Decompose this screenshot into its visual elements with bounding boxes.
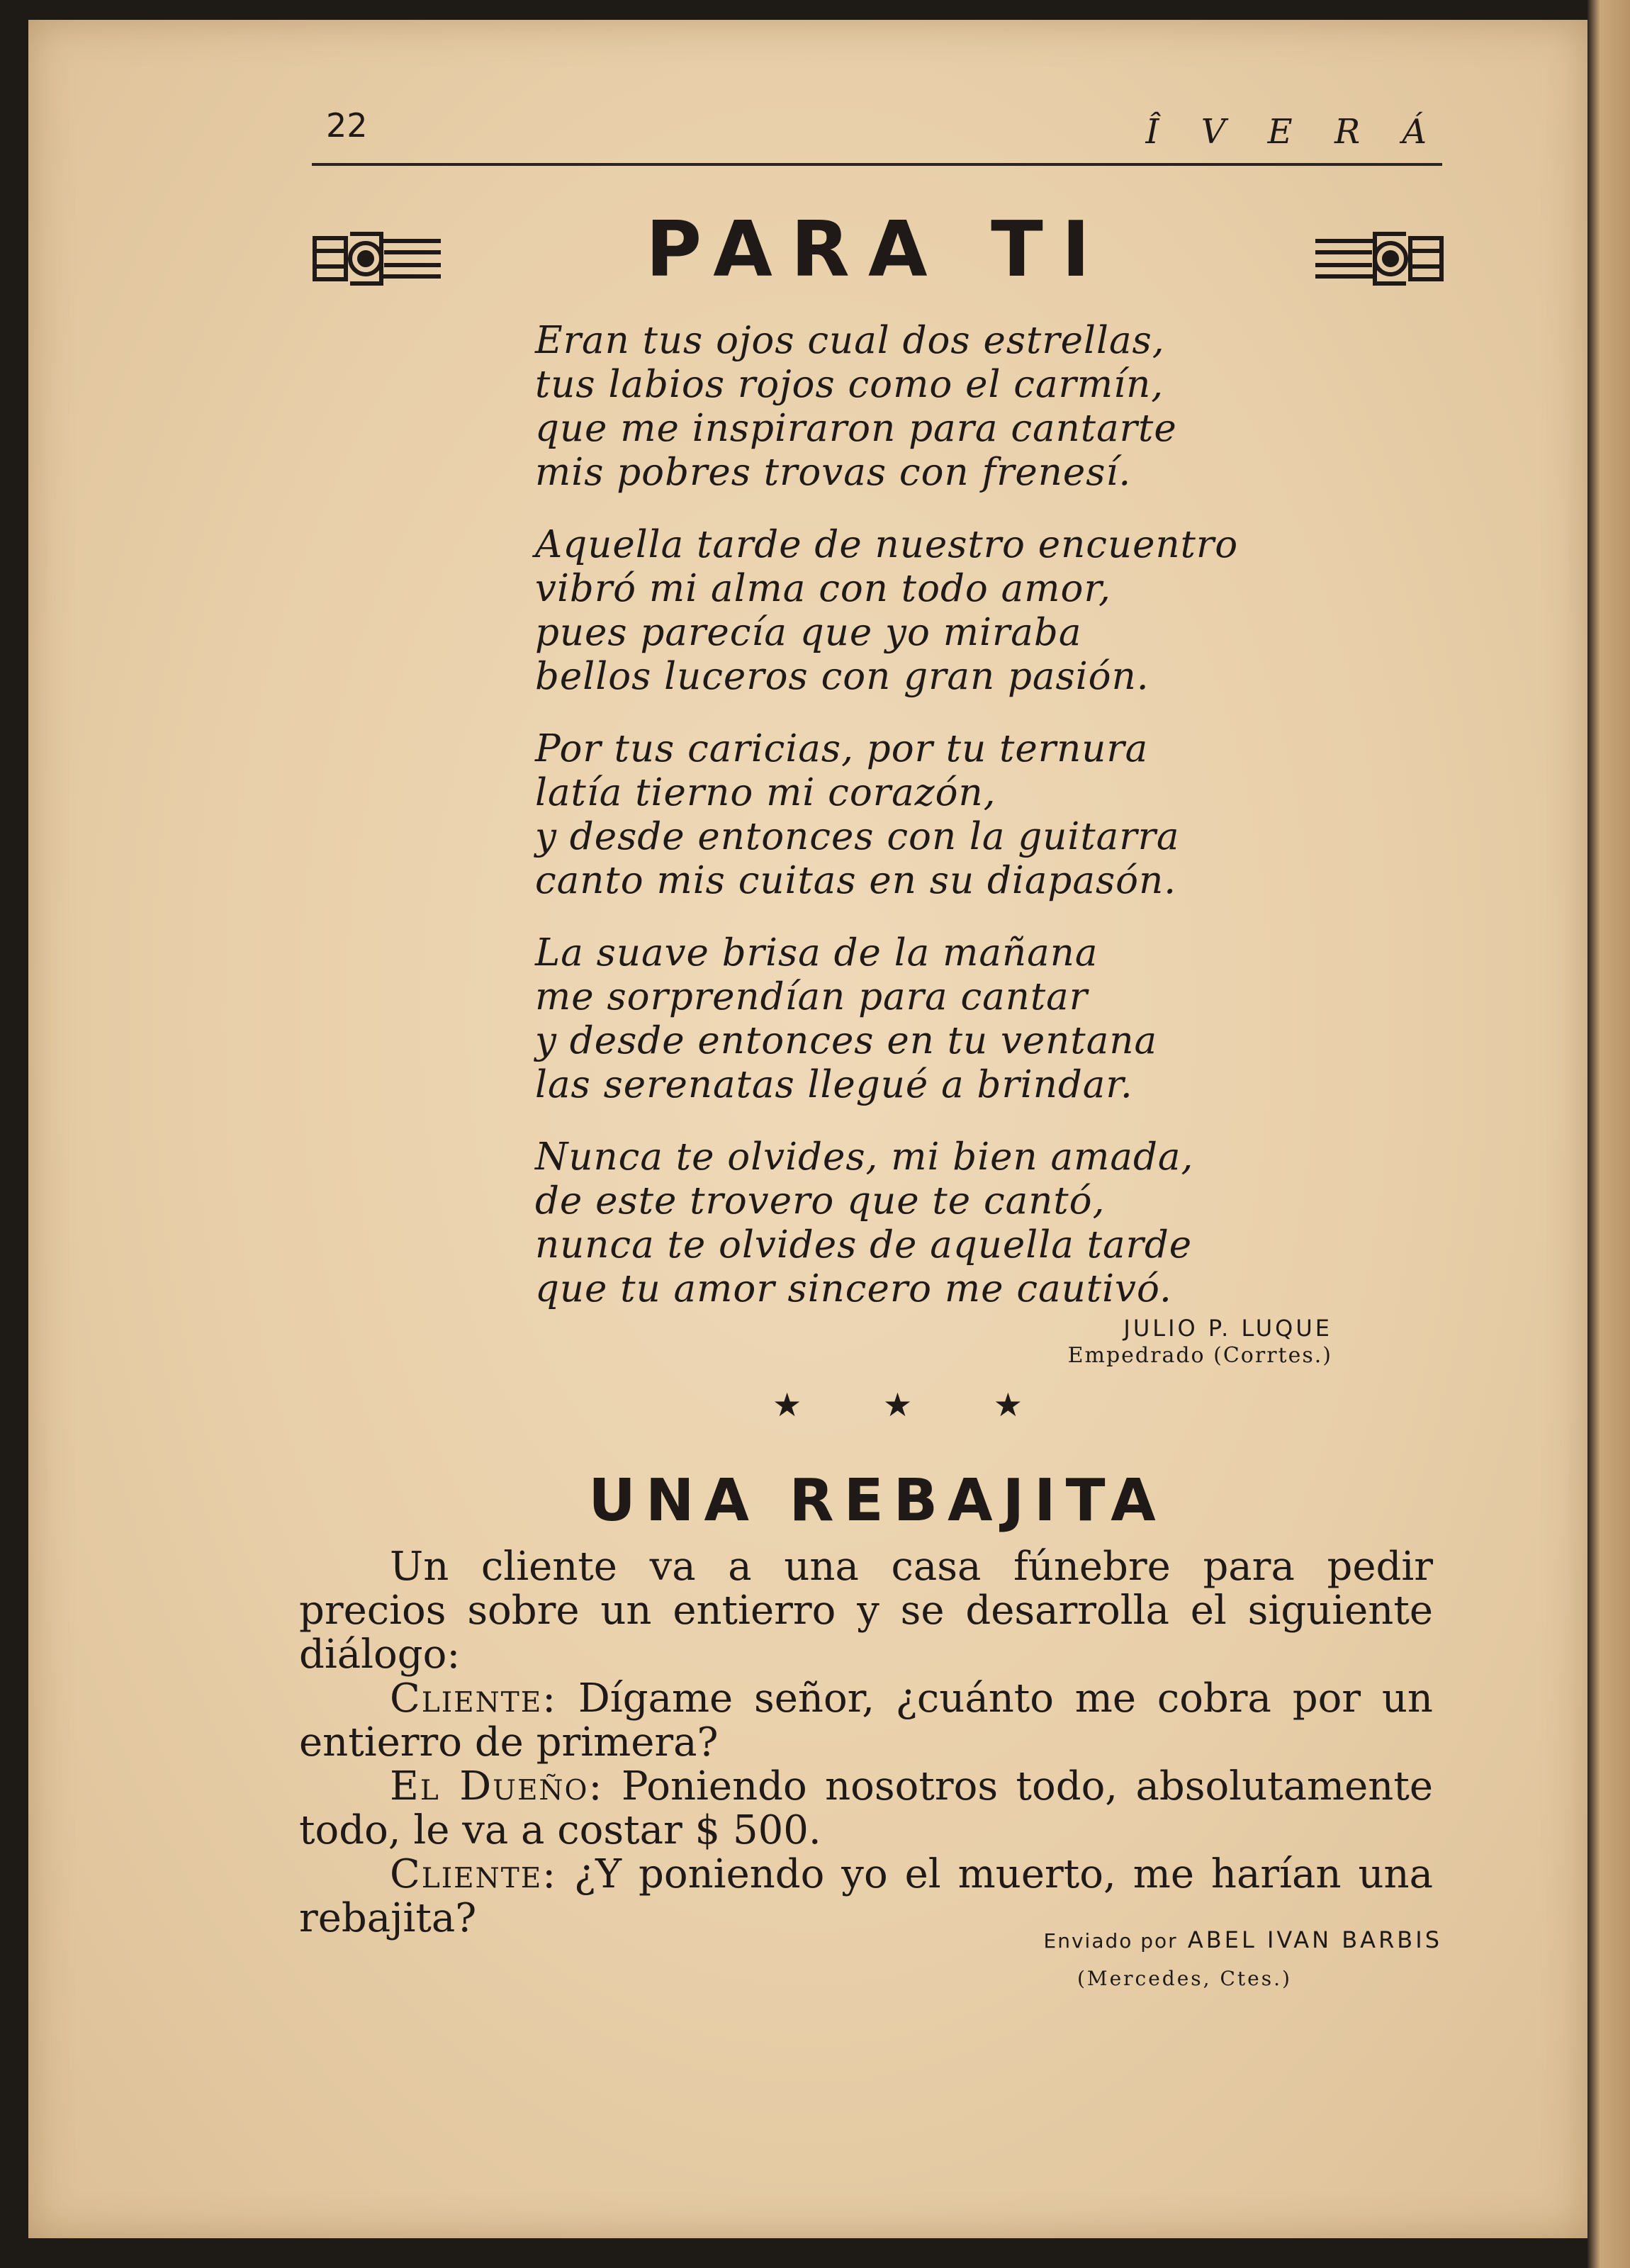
verse: Nunca te olvides, mi bien amada, [535,1135,1194,1179]
stanza [535,727,1456,903]
speaker-label: Cliente: [390,1851,558,1897]
stanza [535,523,1456,699]
speaker-label: Cliente: [390,1675,558,1722]
poem-title: PARA TI [645,206,1109,294]
verse: Aquella tarde de nuestro encuentro [535,523,1239,566]
verse: vibró mi alma con todo amor, [535,567,1111,610]
verse: Por tus caricias, por tu ternura [535,727,1149,770]
verse: las serenatas llegué a brindar. [535,1063,1133,1106]
running-head [312,106,1442,163]
magazine-name: Î V E R Á [1145,112,1442,152]
verse: y desde entonces en tu ventana [535,1019,1158,1062]
verse: bellos luceros con gran pasión. [535,655,1150,698]
stanza [535,931,1456,1107]
dialogue-text: ¿Y poniendo yo el muerto, me harían una rebajita? [299,1851,1433,1941]
page-content [28,20,1587,2238]
verse: me sorprendían para cantar [535,975,1089,1018]
speaker-label: El Dueño: [390,1763,604,1809]
poem-signature [1068,1315,1332,1368]
credit-prefix: Enviado por [1043,1929,1178,1953]
dialogue-line [299,1677,1433,1765]
poem-place: Empedrado (Corrtes.) [1067,1343,1332,1368]
verse: Eran tus ojos cual dos estrellas, [535,319,1165,362]
binding-gutter [1587,0,1630,2268]
separator-stars: ★ ★ ★ [772,1386,1058,1424]
verse: que me inspiraron para cantarte [535,407,1177,450]
poem-body [535,319,1456,1340]
story-intro: Un cliente va a una casa fúnebre para pedir precios sobre un entierro y se desarrolla el siguiente diálogo: [299,1544,1433,1678]
verse: mis pobres trovas con frenesí. [535,451,1132,494]
poem-author: JULIO P. LUQUE [1123,1315,1332,1342]
dialogue-line [299,1765,1433,1853]
verse: latía tierno mi corazón, [535,771,996,814]
verse: de este trovero que te cantó, [535,1179,1106,1223]
stanza [535,319,1456,495]
story-credit [1044,1926,1442,1953]
verse: canto mis cuitas en su diapasón. [535,859,1177,902]
credit-place: (Mercedes, Ctes.) [1077,1967,1292,1990]
verse: pues parecía que yo miraba [535,611,1082,654]
credit-name: ABEL IVAN BARBIS [1187,1926,1442,1953]
story-body [299,1545,1433,1941]
verse: nunca te olvides de aquella tarde [535,1223,1193,1267]
page-number: 22 [326,106,368,145]
stanza [535,1135,1456,1311]
dialogue-text: Poniendo nosotros todo, absolutamente todo, le va a costar $ 500. [299,1763,1434,1853]
verse: La suave brisa de la mañana [535,931,1098,975]
dialogue-text: Dígame señor, ¿cuánto me cobra por un entierro de primera? [299,1675,1433,1765]
header-rule [312,163,1442,166]
verse: tus labios rojos como el carmín, [535,363,1164,406]
verse: que tu amor sincero me cautivó. [535,1267,1172,1310]
story-title: UNA REBAJITA [588,1467,1166,1534]
verse: y desde entonces con la guitarra [535,815,1180,858]
